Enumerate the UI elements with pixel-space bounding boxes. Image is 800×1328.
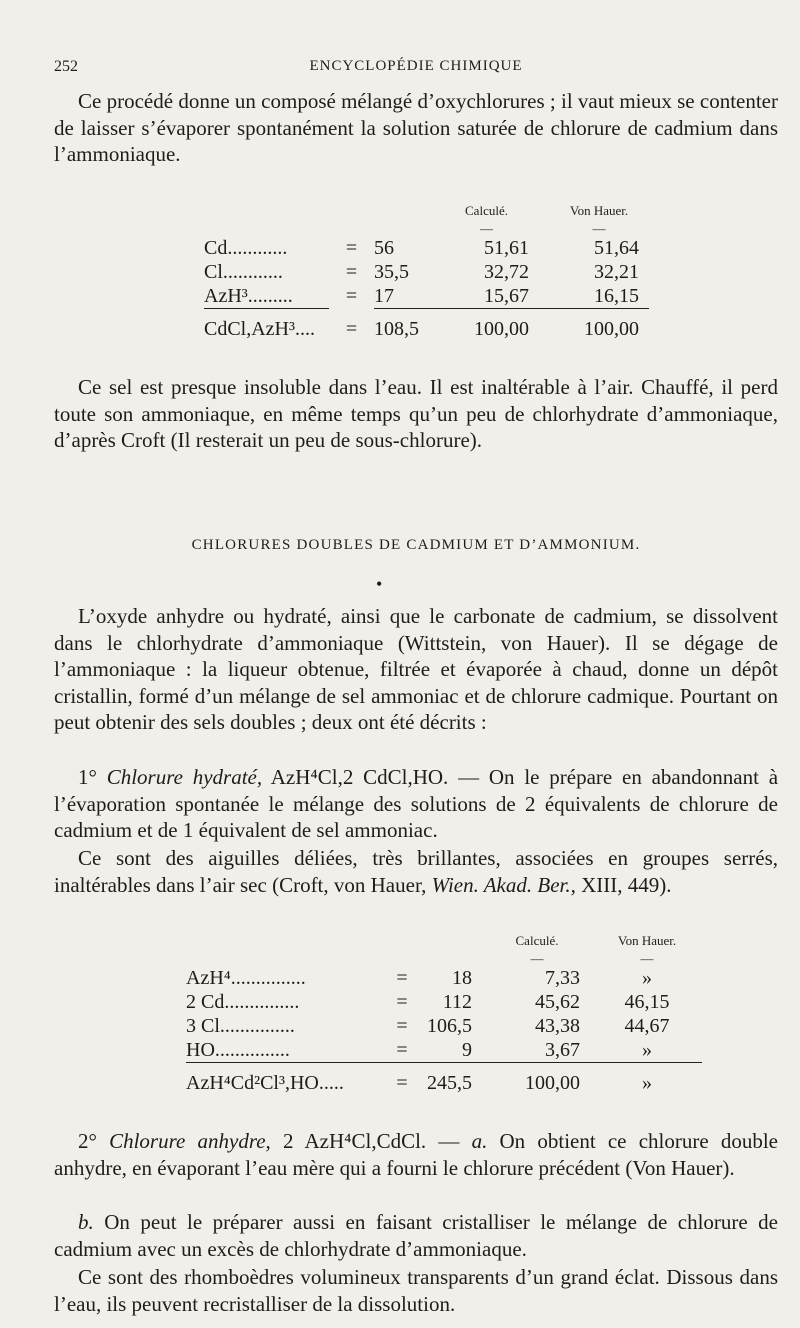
table-row: Cd............ = 56 51,61 51,64 — [204, 236, 639, 259]
paragraph-properties: Ce sel est presque insoluble dans l’eau. Il est inaltérable à l’air. Chauffé, il perd toute son ammoniaque, en même temps qu’un peu de chlorhydrate d’ammoniaque, d’après Croft (Il resterait un peu de sous-chlorure). — [54, 375, 778, 452]
table-row: AzH³......... = 17 15,67 16,15 — [204, 284, 649, 309]
table-row: AzH⁴............... = 18 7,33 » — [186, 966, 652, 989]
ornament-dot: • — [376, 574, 383, 594]
paragraph-double-chlorides: L’oxyde anhydre ou hydraté, ainsi que le carbonate de cadmium, se dissolvent dans le chlorhydrate d’ammoniaque (Wittstein, von Hauer). Il se dégage de l’ammoniaque : la liqueur obtenue, filtrée et évaporée à chaud, donne un dépôt cristallin, formé d’un mélange de sel ammoniac et de chlorure cadmique. Pourtant on peut obtenir des sels doubles ; deux ont été décrits : — [54, 604, 778, 734]
table-total-row: AzH⁴Cd²Cl³,HO..... = 245,5 100,00 » — [186, 1071, 652, 1094]
table-total-row: CdCl,AzH³.... = 108,5 100,00 100,00 — [204, 317, 639, 340]
column-header-von-hauer: Von Hauer. — [569, 203, 629, 218]
composition-table-1 — [204, 200, 649, 341]
page-number: 252 — [54, 58, 78, 75]
running-header — [54, 58, 778, 82]
composition-table-2 — [186, 930, 702, 1095]
column-dash: — — [592, 221, 606, 236]
column-header-von-hauer: Von Hauer. — [617, 933, 677, 948]
table-row: 2 Cd............... = 112 45,62 46,15 — [186, 990, 670, 1013]
paragraph-rhombohedra: Ce sont des rhomboèdres volumineux transparents d’un grand éclat. Dissous dans l’eau, ils peuvent recristalliser de la dissolution. — [54, 1265, 778, 1316]
column-header-calcule: Calculé. — [515, 933, 559, 948]
paragraph-preparation-b: b. On peut le préparer aussi en faisant cristalliser le mélange de chlorure de cadmium avec un excès de chlorhydrate d’ammoniaque. — [54, 1210, 779, 1261]
paragraph-hydrated-chloride: 1° Chlorure hydraté, AzH⁴Cl,2 CdCl,HO. — On le prépare en abandonnant à l’évaporation spontanée le mélange des solutions de 2 équivalents de chlorure de cadmium et de 1 équivalent de sel ammoniac. — [54, 765, 779, 842]
column-dash: — — [640, 951, 654, 966]
paragraph-needles: Ce sont des aiguilles déliées, très brillantes, associées en groupes serrés, inaltérables dans l’air sec (Croft, von Hauer, Wien. Akad. Ber., XIII, 449). — [54, 846, 778, 897]
section-title: CHLORURES DOUBLES DE CADMIUM ET D’AMMONIUM. — [191, 537, 641, 553]
table-row: 3 Cl............... = 106,5 43,38 44,67 — [186, 1014, 670, 1037]
table-row: Cl............ = 35,5 32,72 32,21 — [204, 260, 639, 283]
column-dash: — — [480, 221, 493, 236]
chemical-formula: AzH⁴Cl,2 CdCl,HO. — [270, 765, 449, 789]
column-dash: — — [530, 951, 544, 966]
column-header-calcule: Calculé. — [465, 203, 508, 218]
chemical-formula: 2 AzH⁴Cl,CdCl. — [282, 1129, 427, 1153]
journal-reference: Wien. Akad. Ber., — [431, 872, 576, 897]
paragraph-intro: Ce procédé donne un composé mélangé d’oxychlorures ; il vaut mieux se contenter de laisser s’évaporer spontanément la solution saturée de chlorure de cadmium dans l’ammoniaque. — [54, 89, 778, 166]
table-row: HO............... = 9 3,67 » — [186, 1038, 702, 1063]
paragraph-anhydrous-chloride: 2° Chlorure anhydre, 2 AzH⁴Cl,CdCl. — a. On obtient ce chlorure double anhydre, en évaporant l’eau mère qui a fourni le chlorure précédent (Von Hauer). — [54, 1129, 778, 1180]
running-title: ENCYCLOPÉDIE CHIMIQUE — [309, 58, 523, 74]
compound-name: Chlorure anhydre, — [109, 1129, 271, 1153]
compound-name: Chlorure hydraté, — [106, 765, 263, 789]
